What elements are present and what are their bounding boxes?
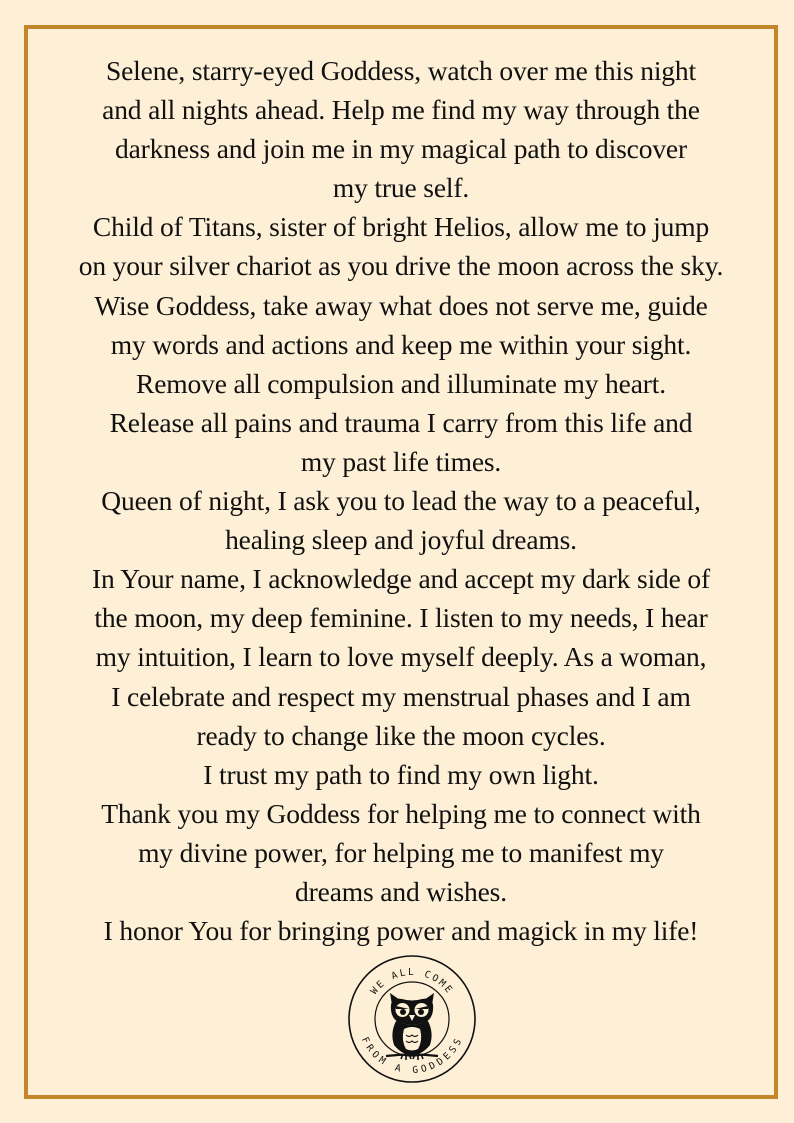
prayer-line: ready to change like the moon cycles. xyxy=(196,719,606,751)
prayer-line: Queen of night, I ask you to lead the way to a peaceful, xyxy=(101,485,701,517)
prayer-line: Selene, starry-eyed Goddess, watch over me this night xyxy=(105,55,696,86)
prayer-line: I honor You for bringing power and magick in my life! xyxy=(103,915,699,947)
prayer-text xyxy=(28,51,774,950)
prayer-line: I celebrate and respect my menstrual phases and I am xyxy=(111,680,691,712)
prayer-line: Thank you my Goddess for helping me to connect with xyxy=(101,797,701,829)
prayer-line: my words and actions and keep me within your sight. xyxy=(110,328,692,360)
prayer-line: and all nights ahead. Help me find my way through the xyxy=(102,94,700,126)
logo-top-text: WE ALL COME xyxy=(368,967,456,997)
prayer-line: my true self. xyxy=(332,172,470,204)
page-frame xyxy=(24,25,778,1099)
prayer-line: darkness and join me in my magical path to discover xyxy=(115,133,687,165)
prayer-line: the moon, my deep feminine. I listen to my needs, I hear xyxy=(94,602,708,634)
prayer-line: my past life times. xyxy=(300,445,502,477)
prayer-line: dreams and wishes. xyxy=(295,875,507,907)
prayer-line: on your silver chariot as you drive the moon across the sky. xyxy=(78,250,724,282)
goddess-logo xyxy=(346,953,478,1085)
prayer-line: Remove all compulsion and illuminate my heart. xyxy=(136,367,666,399)
prayer-line: Release all pains and trauma I carry from this life and xyxy=(109,406,693,438)
prayer-line: my intuition, I learn to love myself deeply. As a woman, xyxy=(95,641,707,673)
prayer-line: Child of Titans, sister of bright Helios, allow me to jump xyxy=(92,211,710,243)
prayer-line: healing sleep and joyful dreams. xyxy=(225,524,577,556)
prayer-line: Wise Goddess, take away what does not serve me, guide xyxy=(94,289,708,321)
prayer-line: my divine power, for helping me to manifest my xyxy=(138,836,664,868)
logo-emblem xyxy=(346,953,478,1085)
logo-bottom-text: FROM A GODDESS xyxy=(358,1035,466,1077)
prayer-line: I trust my path to find my own light. xyxy=(203,758,599,790)
prayer-line: In Your name, I acknowledge and accept my dark side of xyxy=(91,563,711,595)
